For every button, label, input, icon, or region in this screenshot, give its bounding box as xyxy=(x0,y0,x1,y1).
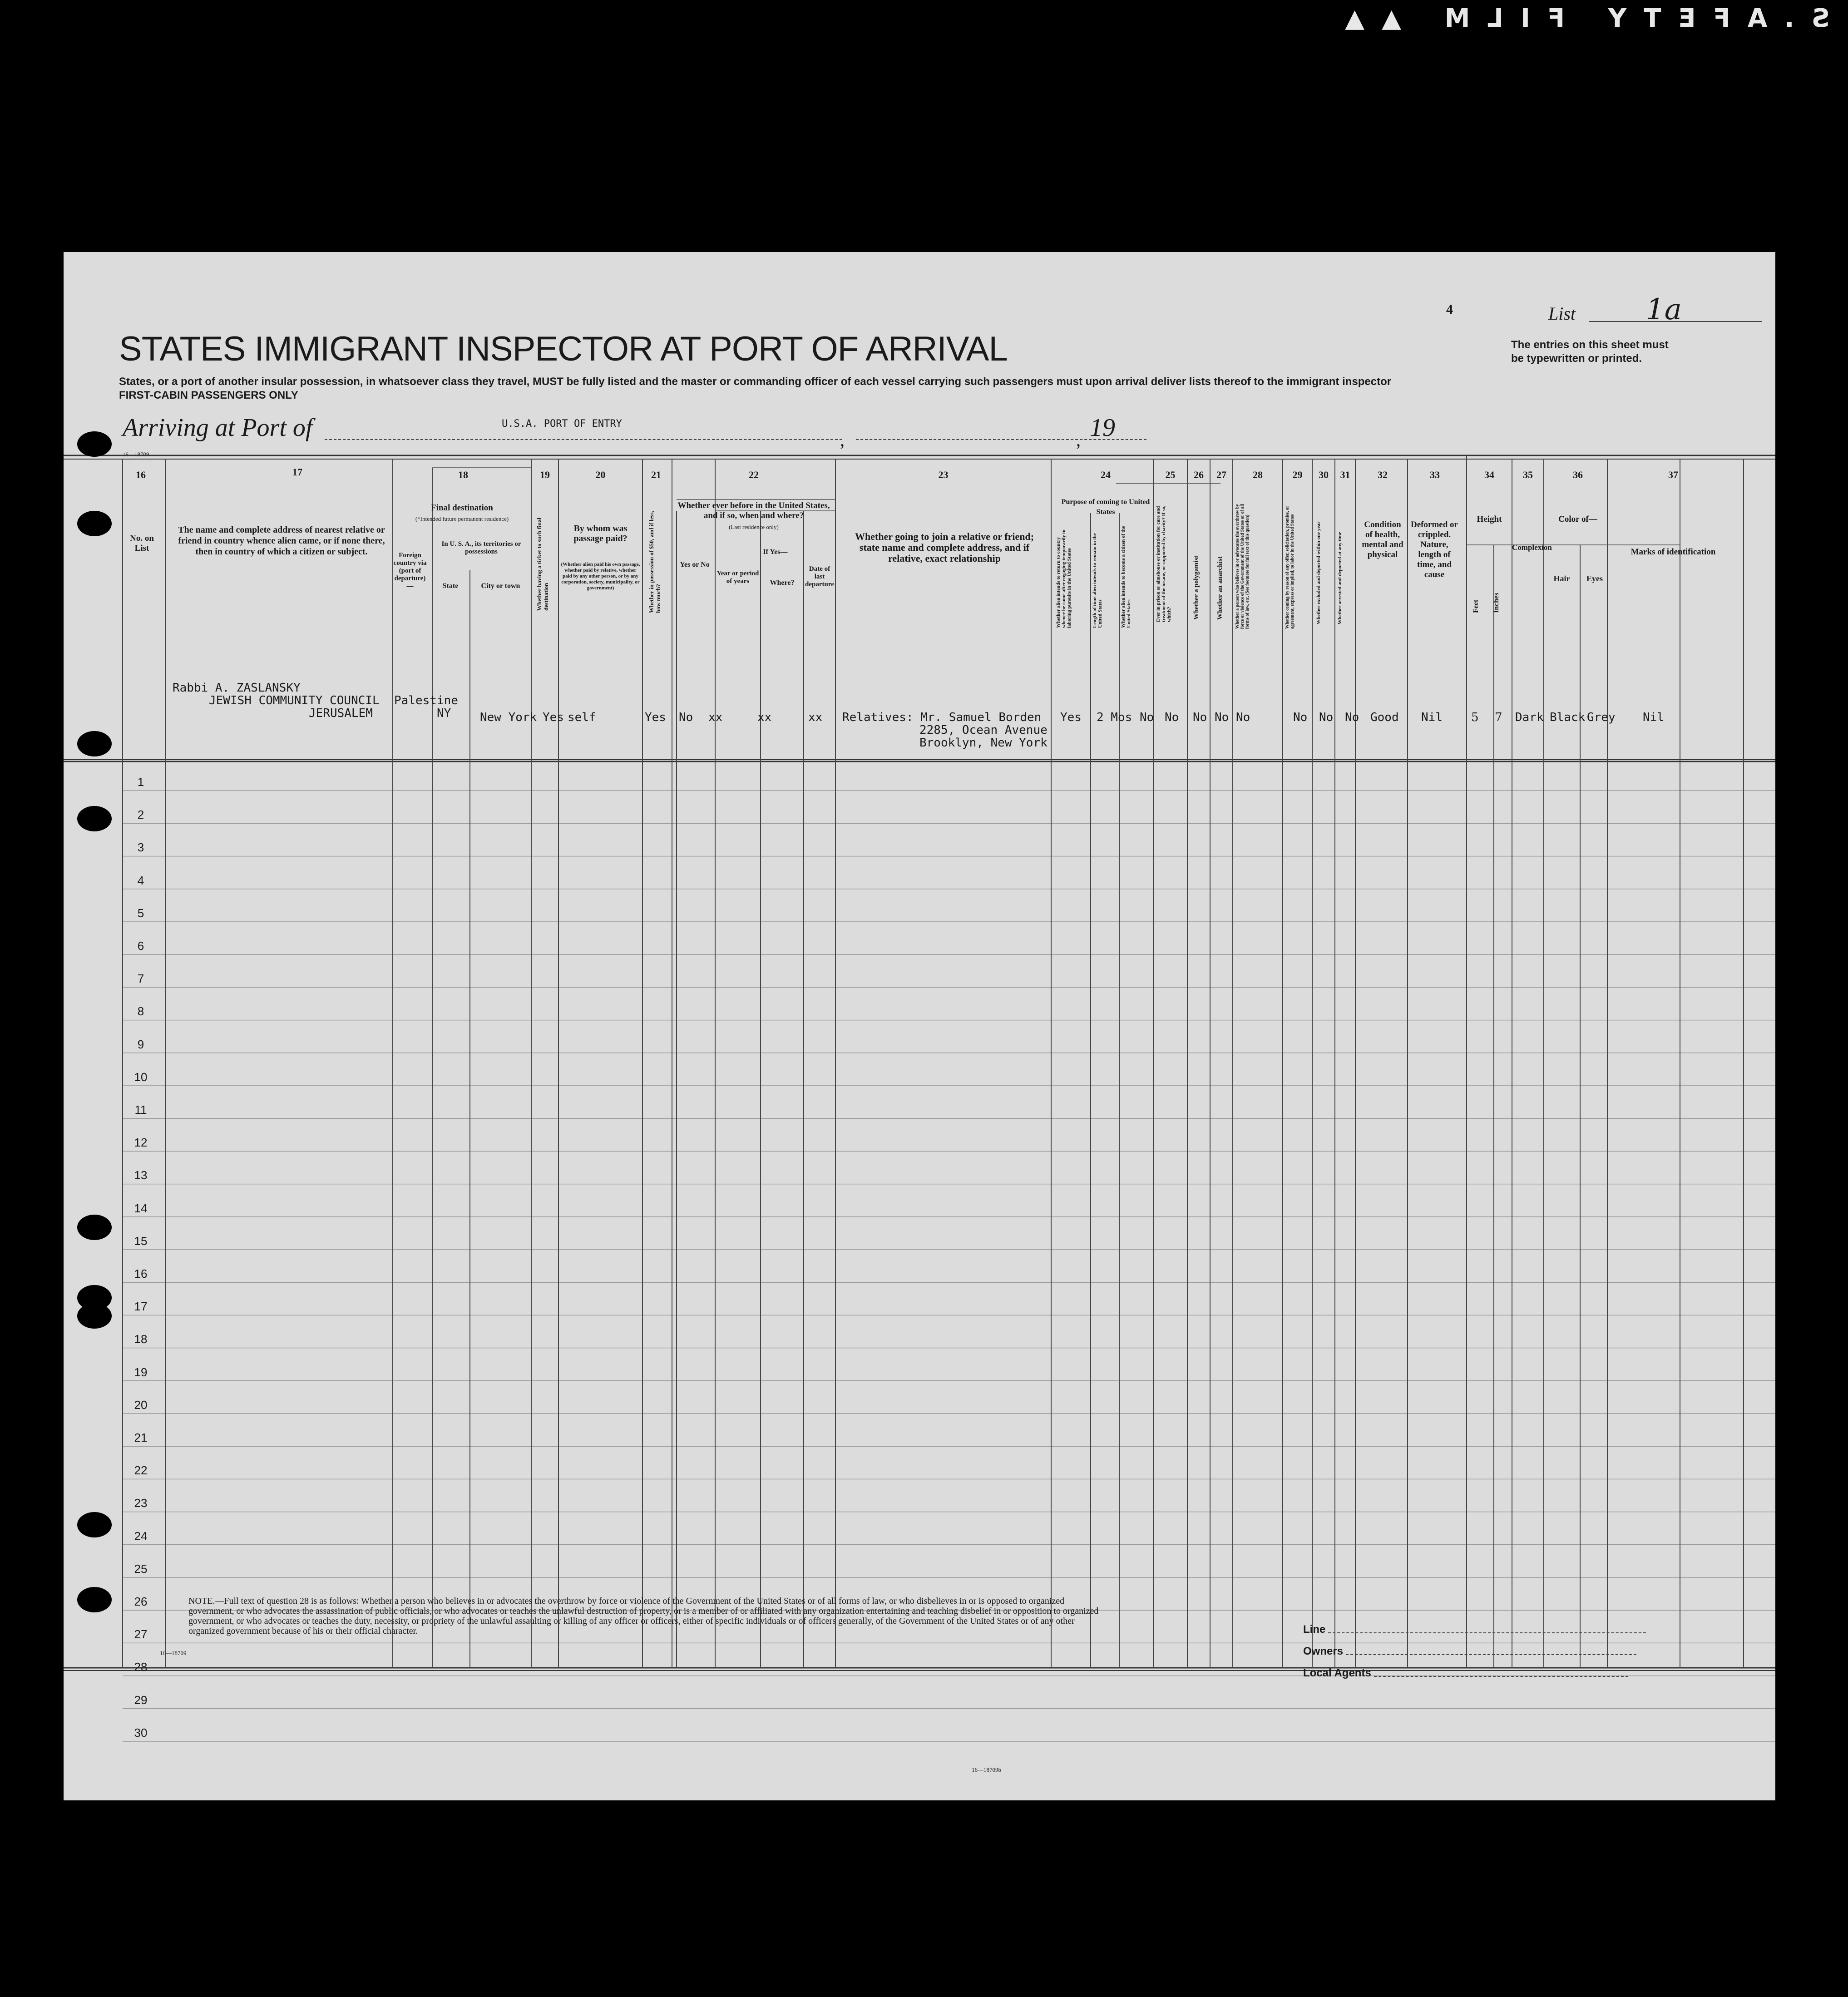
col-34-inches: Inches xyxy=(1492,593,1500,613)
row-number: 23 xyxy=(134,1496,148,1510)
col-36-header: Color of— xyxy=(1558,514,1597,524)
col-20-header: By whom was passage paid? xyxy=(573,524,628,544)
col-32-header: Condition of health, mental and physical xyxy=(1362,520,1403,559)
col-22-date: Date of last departure xyxy=(805,565,834,588)
entry-where: xx xyxy=(757,711,772,724)
col-24-a: Whether alien intends to return to country whence he came after engaging temporarily in laboring pursuits in the United States xyxy=(1056,529,1072,628)
col-34-header: Height xyxy=(1477,514,1502,524)
manifest-grid xyxy=(64,252,1775,1800)
col-16-number: 16 xyxy=(136,469,146,480)
entry-excluded: No xyxy=(1319,711,1334,724)
col-31-header: Whether arrested and deported at any time xyxy=(1337,532,1343,624)
row-number: 10 xyxy=(134,1070,148,1084)
col-22-header: Whether ever before in the United States, and if so, when and where? xyxy=(677,501,830,520)
entry-polygamist: No xyxy=(1193,711,1207,724)
row-number: 11 xyxy=(134,1103,147,1117)
row-number: 2 xyxy=(137,808,144,822)
port-of-entry: U.S.A. PORT OF ENTRY xyxy=(502,418,622,430)
row-number: 16 xyxy=(134,1267,148,1280)
film-edge-marking: S.AFETY FILM ▲▲ xyxy=(1328,4,1830,33)
row-number: 25 xyxy=(134,1562,148,1576)
row-number: 1 xyxy=(137,775,144,789)
entry-deformed: Nil xyxy=(1421,711,1443,724)
col-30-number: 30 xyxy=(1319,469,1329,480)
row-number: 21 xyxy=(134,1431,148,1444)
line-label: Line xyxy=(1303,1623,1326,1636)
col-26-header: Whether a polygamist xyxy=(1193,555,1200,620)
col-18-foreign: Foreign country via (port of departure)— xyxy=(393,552,427,590)
entry-paid-by: self xyxy=(568,711,596,724)
row-number: 22 xyxy=(134,1463,148,1478)
col-22-ifyes: If Yes— xyxy=(763,548,788,556)
comma: , xyxy=(840,430,845,450)
entry-relative-3: Brooklyn, New York xyxy=(919,736,1048,750)
entry-foreign-country: Palestine xyxy=(394,694,458,707)
col-27-number: 27 xyxy=(1216,469,1226,480)
col-19-header: Whether having a ticket to such final destination xyxy=(536,518,549,611)
row-number: 17 xyxy=(134,1300,148,1314)
row-number: 15 xyxy=(134,1234,148,1248)
row-number: 3 xyxy=(137,840,144,855)
col-18-usa: In U. S. A., its territories or possessions xyxy=(441,540,521,555)
entry-relative-2: 2285, Ocean Avenue xyxy=(919,723,1048,737)
line-owners-agents xyxy=(1303,1614,1646,1680)
col-20-number: 20 xyxy=(595,469,606,480)
page-title: STATES IMMIGRANT INSPECTOR AT PORT OF ARRIVAL xyxy=(119,330,1008,368)
row-number: 20 xyxy=(134,1398,148,1412)
col-26-number: 26 xyxy=(1194,469,1204,480)
punch-hole xyxy=(77,511,112,536)
col-17-number: 17 xyxy=(292,466,302,478)
entry-eyes: Grey xyxy=(1587,711,1616,724)
row-number: 30 xyxy=(134,1725,148,1740)
row-number: 29 xyxy=(134,1693,148,1707)
col-33-header: Deformed or crippled. Nature, length of time, and cause xyxy=(1411,520,1458,579)
col-28-header: Whether a person who believes in or advocates the overthrow by force or violence of the Government of the United States or of all forms of law, etc. (See footnote for full text of this question) xyxy=(1235,504,1250,629)
row-number: 28 xyxy=(134,1660,148,1674)
row-number: 12 xyxy=(134,1136,148,1150)
list-value: 1a xyxy=(1646,293,1682,326)
col-24-number: 24 xyxy=(1101,469,1111,480)
punch-hole xyxy=(77,431,112,457)
row-number: 13 xyxy=(134,1168,148,1182)
entry-prison: No xyxy=(1165,711,1179,724)
footnote-question-28: NOTE.—Full text of question 28 is as follows: Whether a person who believes in or advocates the overthrow by force or violence of the Government of the United States or of all forms of law, or who disbelieves in or is opposed to organized government, or who advocates the assassination of public officials, or who advocates or teaches the unlawful destruction of property, or is a member of or affiliated with any organization entertaining and teaching disbelief in or opposition to organized government, or who advocates or teaches the duty, necessity, or propriety of the unlawful assaulting or killing of any officer or officers, either of specific individuals or of officers generally, of the Government of the United States or of any other organized government because of his or their official character. xyxy=(188,1596,1099,1636)
col-23-number: 23 xyxy=(938,469,949,480)
entry-org: JEWISH COMMUNITY COUNCIL xyxy=(209,694,380,707)
form-number-top: 16—18709 xyxy=(123,451,149,458)
entry-complexion: Dark xyxy=(1515,711,1544,724)
col-29-header: Whether coming by reason of any offer, solicitation, promise, or agreement, express or implied, to labor in the United States xyxy=(1285,505,1295,629)
year-prefix: 19 xyxy=(1090,414,1115,442)
col-25-number: 25 xyxy=(1165,469,1176,480)
col-18-header: Final destination xyxy=(431,503,493,513)
entry-money: Yes xyxy=(645,711,666,724)
col-37-header: Marks of identification xyxy=(1631,547,1716,557)
row-number: 7 xyxy=(137,972,144,986)
entry-health: Good xyxy=(1370,711,1399,724)
entry-hair: Black xyxy=(1550,711,1586,724)
col-20-subheader: (Whether alien paid his own passage, whether paid by relative, whether paid by any other person, or by any corporation, society, municipality, or government) xyxy=(561,562,640,591)
col-22-yesno: Yes or No xyxy=(680,561,710,568)
page-subtitle: States, or a port of another insular possession, in whatsoever class they travel, MUST be fully listed and the master or commanding officer of each vessel carrying such passengers must upon arrival deliver lists thereof to the immigrant inspector xyxy=(119,376,1392,388)
page-number: 4 xyxy=(1446,302,1453,317)
entry-state: NY xyxy=(437,707,451,720)
row-number: 8 xyxy=(137,1004,144,1018)
row-number: 14 xyxy=(134,1201,148,1215)
entry-name: Rabbi A. ZASLANSKY xyxy=(173,681,301,695)
form-number-bottom: 16—18709 xyxy=(160,1650,187,1656)
col-36-hair: Hair xyxy=(1553,574,1570,583)
col-37-number: 37 xyxy=(1668,469,1678,480)
entry-inches: 7 xyxy=(1495,711,1502,724)
row-number: 18 xyxy=(134,1332,148,1346)
entry-city-town: New York xyxy=(480,711,537,724)
entry-marks: Nil xyxy=(1643,711,1664,724)
arriving-label: Arriving at Port of xyxy=(123,414,313,442)
entry-year: xx xyxy=(708,711,723,724)
entry-date-departure: xx xyxy=(808,711,823,724)
col-25-header: Ever in prison or almshouse or institution for care and treatment of the insane, or supported by charity? If so, which? xyxy=(1156,505,1172,622)
col-24-c: Whether alien intends to become a citizen of the United States xyxy=(1121,526,1132,628)
line-field xyxy=(1328,1632,1646,1633)
owners-field xyxy=(1346,1654,1636,1655)
punch-hole xyxy=(77,1512,112,1537)
col-36-number: 36 xyxy=(1573,469,1583,480)
entries-note-line-1: The entries on this sheet must xyxy=(1511,339,1669,351)
col-23-header: Whether going to join a relative or friend; state name and complete address, and if relative, exact relationship xyxy=(855,531,1034,564)
col-22-number: 22 xyxy=(749,469,759,480)
row-number: 26 xyxy=(134,1595,148,1608)
row-number: 24 xyxy=(134,1529,148,1543)
col-19-number: 19 xyxy=(540,469,550,480)
col-30-header: Whether excluded and deported within one year xyxy=(1316,521,1321,624)
col-22-subheader: (Last residence only) xyxy=(729,524,779,530)
col-35-number: 35 xyxy=(1523,469,1533,480)
local-agents-label: Local Agents xyxy=(1303,1667,1371,1679)
col-21-number: 21 xyxy=(651,469,661,480)
manifest-sheet xyxy=(64,252,1775,1800)
entry-labor-offer: No xyxy=(1293,711,1308,724)
entry-overthrow: No xyxy=(1236,711,1250,724)
row-number: 19 xyxy=(134,1365,148,1379)
entry-city: JERUSALEM xyxy=(309,707,373,720)
col-35-header: Complexion xyxy=(1512,543,1552,552)
comma-2: , xyxy=(1076,430,1081,450)
row-number: 27 xyxy=(134,1627,148,1641)
row-number: 5 xyxy=(137,906,144,920)
col-28-number: 28 xyxy=(1253,469,1263,480)
footnote-form-number: 16—18709b xyxy=(972,1766,1001,1773)
entry-length: 2 Mos xyxy=(1097,711,1132,724)
col-32-number: 32 xyxy=(1378,469,1388,480)
col-27-header: Whether an anarchist xyxy=(1216,556,1224,620)
list-label: List xyxy=(1548,303,1576,324)
col-18-city: City or town xyxy=(481,582,520,590)
col-22-where: Where? xyxy=(770,579,795,587)
entry-deported: No xyxy=(1345,711,1359,724)
col-21-header: Whether in possession of $50, and if less, how much? xyxy=(648,511,662,613)
col-22-year: Year or period of years xyxy=(716,570,759,585)
entry-relative-1: Relatives: Mr. Samuel Borden xyxy=(842,711,1042,724)
row-number: 9 xyxy=(137,1037,144,1051)
col-33-number: 33 xyxy=(1430,469,1440,480)
col-18-state: State xyxy=(442,582,459,590)
entry-citizen: No xyxy=(1140,711,1154,724)
col-34-number: 34 xyxy=(1484,469,1494,480)
owners-label: Owners xyxy=(1303,1645,1344,1657)
col-31-number: 31 xyxy=(1340,469,1350,480)
entry-return-intent: Yes xyxy=(1060,711,1082,724)
punch-hole xyxy=(77,731,112,756)
entry-feet: 5 xyxy=(1471,711,1479,724)
local-agents-field xyxy=(1374,1676,1628,1677)
col-24-header: Purpose of coming to United States xyxy=(1061,498,1150,516)
col-36-eyes: Eyes xyxy=(1586,574,1603,583)
entry-anarchist: No xyxy=(1215,711,1229,724)
row-number: 4 xyxy=(137,873,144,887)
col-18-number: 18 xyxy=(458,469,468,480)
punch-hole xyxy=(77,1587,112,1612)
col-18-subheader: (*Intended future permanent residence) xyxy=(415,515,509,522)
col-16-header: No. on List xyxy=(130,534,154,553)
cabin-class: FIRST-CABIN PASSENGERS ONLY xyxy=(119,389,298,401)
punch-hole xyxy=(77,1303,112,1329)
entry-before-in-us: No xyxy=(679,711,693,724)
col-34-feet: Feet xyxy=(1472,599,1480,613)
punch-hole xyxy=(77,1215,112,1240)
entry-ticket: Yes xyxy=(543,711,564,724)
row-number: 6 xyxy=(137,939,144,953)
col-29-number: 29 xyxy=(1292,469,1303,480)
col-24-b: Length of time alien intends to remain in the United States xyxy=(1092,533,1103,628)
entries-note-line-2: be typewritten or printed. xyxy=(1511,352,1642,365)
punch-hole xyxy=(77,806,112,831)
col-17-header: The name and complete address of nearest relative or friend in country whence alien came, or if none there, then in country of which a citizen or subject. xyxy=(178,525,385,557)
